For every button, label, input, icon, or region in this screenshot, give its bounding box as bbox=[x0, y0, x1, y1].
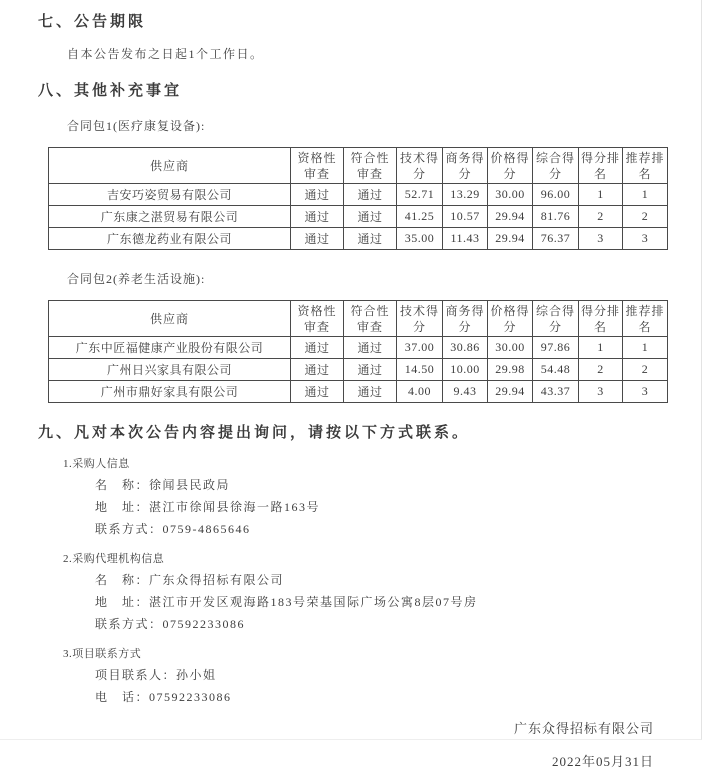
cell-score-rank: 2 bbox=[579, 359, 623, 381]
column-header-price-score: 价格得分 bbox=[488, 148, 533, 184]
column-header-qualification-review: 资格性审查 bbox=[291, 148, 344, 184]
section7-body: 自本公告发布之日起1个工作日。 bbox=[67, 47, 264, 61]
column-header-supplier: 供应商 bbox=[49, 148, 291, 184]
cell-score-rank: 1 bbox=[579, 337, 623, 359]
supplier-row bbox=[49, 359, 668, 381]
agency-contact: 联系方式：07592233086 bbox=[95, 617, 246, 631]
cell-qualification: 通过 bbox=[291, 184, 344, 206]
cell-supplier: 广州市鼎好家具有限公司 bbox=[49, 381, 291, 403]
cell-supplier: 广州日兴家具有限公司 bbox=[49, 359, 291, 381]
column-header-conformity-review: 符合性审查 bbox=[344, 301, 397, 337]
agency-address: 地 址：湛江市开发区观海路183号荣基国际广场公寓8层07号房 bbox=[95, 595, 478, 609]
purchaser-contact: 联系方式：0759-4865646 bbox=[95, 522, 251, 536]
cell-price-score: 30.00 bbox=[488, 184, 533, 206]
cell-total-score: 43.37 bbox=[533, 381, 579, 403]
signature-date: 2022年05月31日 bbox=[551, 754, 654, 769]
cell-recommend-rank: 1 bbox=[623, 184, 668, 206]
package1-evaluation-table bbox=[48, 147, 668, 250]
purchaser-info-block bbox=[38, 455, 656, 537]
column-header-score-rank: 得分排名 bbox=[579, 148, 623, 184]
column-header-technical-score: 技术得分 bbox=[397, 148, 443, 184]
cell-recommend-rank: 1 bbox=[623, 337, 668, 359]
cell-score-rank: 3 bbox=[579, 381, 623, 403]
project-contact-label: 3.项目联系方式 bbox=[63, 648, 142, 660]
purchaser-info-label: 1.采购人信息 bbox=[63, 458, 130, 470]
column-header-score-rank: 得分排名 bbox=[579, 301, 623, 337]
column-header-business-score: 商务得分 bbox=[443, 148, 488, 184]
column-header-technical-score: 技术得分 bbox=[397, 301, 443, 337]
cell-conformity: 通过 bbox=[344, 337, 397, 359]
cell-technical-score: 35.00 bbox=[397, 228, 443, 250]
purchaser-name: 名 称：徐闻县民政局 bbox=[95, 478, 231, 492]
column-header-price-score: 价格得分 bbox=[488, 301, 533, 337]
cell-supplier: 广东德龙药业有限公司 bbox=[49, 228, 291, 250]
column-header-recommend-rank: 推荐排名 bbox=[623, 301, 668, 337]
signature-block bbox=[38, 718, 656, 770]
cell-conformity: 通过 bbox=[344, 359, 397, 381]
project-phone: 电 话：07592233086 bbox=[95, 690, 232, 704]
column-header-recommend-rank: 推荐排名 bbox=[623, 148, 668, 184]
package2-label: 合同包2(养老生活设施): bbox=[67, 272, 206, 286]
cell-supplier: 吉安巧姿贸易有限公司 bbox=[49, 184, 291, 206]
supplier-row bbox=[49, 337, 668, 359]
package2-evaluation-table bbox=[48, 300, 668, 403]
cell-technical-score: 4.00 bbox=[397, 381, 443, 403]
section8-heading: 八、其他补充事宜 bbox=[38, 83, 183, 99]
cell-total-score: 97.86 bbox=[533, 337, 579, 359]
cell-supplier: 广东中匠福健康产业股份有限公司 bbox=[49, 337, 291, 359]
cell-technical-score: 14.50 bbox=[397, 359, 443, 381]
column-header-total-score: 综合得分 bbox=[533, 301, 579, 337]
project-contact-block bbox=[38, 645, 656, 705]
column-header-conformity-review: 符合性审查 bbox=[344, 148, 397, 184]
cell-technical-score: 52.71 bbox=[397, 184, 443, 206]
cell-qualification: 通过 bbox=[291, 206, 344, 228]
project-contact-person: 项目联系人：孙小姐 bbox=[95, 668, 217, 682]
cell-score-rank: 2 bbox=[579, 206, 623, 228]
cell-recommend-rank: 3 bbox=[623, 228, 668, 250]
cell-business-score: 9.43 bbox=[443, 381, 488, 403]
cell-total-score: 81.76 bbox=[533, 206, 579, 228]
cell-qualification: 通过 bbox=[291, 337, 344, 359]
cell-conformity: 通过 bbox=[344, 228, 397, 250]
cell-business-score: 13.29 bbox=[443, 184, 488, 206]
agency-info-label: 2.采购代理机构信息 bbox=[63, 553, 165, 565]
cell-supplier: 广东康之湛贸易有限公司 bbox=[49, 206, 291, 228]
cell-score-rank: 1 bbox=[579, 184, 623, 206]
package1-label: 合同包1(医疗康复设备): bbox=[67, 119, 206, 133]
cell-qualification: 通过 bbox=[291, 359, 344, 381]
cell-recommend-rank: 2 bbox=[623, 206, 668, 228]
supplier-row bbox=[49, 228, 668, 250]
section7-heading: 七、公告期限 bbox=[38, 14, 147, 30]
cell-price-score: 29.94 bbox=[488, 228, 533, 250]
cell-price-score: 29.94 bbox=[488, 381, 533, 403]
supplier-row bbox=[49, 184, 668, 206]
cell-conformity: 通过 bbox=[344, 206, 397, 228]
table-header-row bbox=[49, 301, 668, 337]
cell-score-rank: 3 bbox=[579, 228, 623, 250]
cell-business-score: 10.00 bbox=[443, 359, 488, 381]
cell-technical-score: 37.00 bbox=[397, 337, 443, 359]
supplier-row bbox=[49, 206, 668, 228]
column-header-total-score: 综合得分 bbox=[533, 148, 579, 184]
cell-price-score: 29.98 bbox=[488, 359, 533, 381]
cell-conformity: 通过 bbox=[344, 184, 397, 206]
cell-business-score: 30.86 bbox=[443, 337, 488, 359]
cell-business-score: 11.43 bbox=[443, 228, 488, 250]
cell-price-score: 29.94 bbox=[488, 206, 533, 228]
agency-name: 名 称：广东众得招标有限公司 bbox=[95, 573, 285, 587]
cell-technical-score: 41.25 bbox=[397, 206, 443, 228]
cell-qualification: 通过 bbox=[291, 381, 344, 403]
table-header-row bbox=[49, 148, 668, 184]
cell-recommend-rank: 2 bbox=[623, 359, 668, 381]
cell-total-score: 96.00 bbox=[533, 184, 579, 206]
cell-total-score: 54.48 bbox=[533, 359, 579, 381]
cell-recommend-rank: 3 bbox=[623, 381, 668, 403]
cell-business-score: 10.57 bbox=[443, 206, 488, 228]
supplier-row bbox=[49, 381, 668, 403]
cell-qualification: 通过 bbox=[291, 228, 344, 250]
cell-total-score: 76.37 bbox=[533, 228, 579, 250]
column-header-business-score: 商务得分 bbox=[443, 301, 488, 337]
column-header-supplier: 供应商 bbox=[49, 301, 291, 337]
section9-heading: 九、凡对本次公告内容提出询问，请按以下方式联系。 bbox=[38, 425, 471, 441]
purchaser-address: 地 址：湛江市徐闻县徐海一路163号 bbox=[95, 500, 321, 514]
agency-info-block bbox=[38, 550, 656, 632]
signature-company: 广东众得招标有限公司 bbox=[513, 721, 654, 736]
cell-conformity: 通过 bbox=[344, 381, 397, 403]
column-header-qualification-review: 资格性审查 bbox=[291, 301, 344, 337]
cell-price-score: 30.00 bbox=[488, 337, 533, 359]
